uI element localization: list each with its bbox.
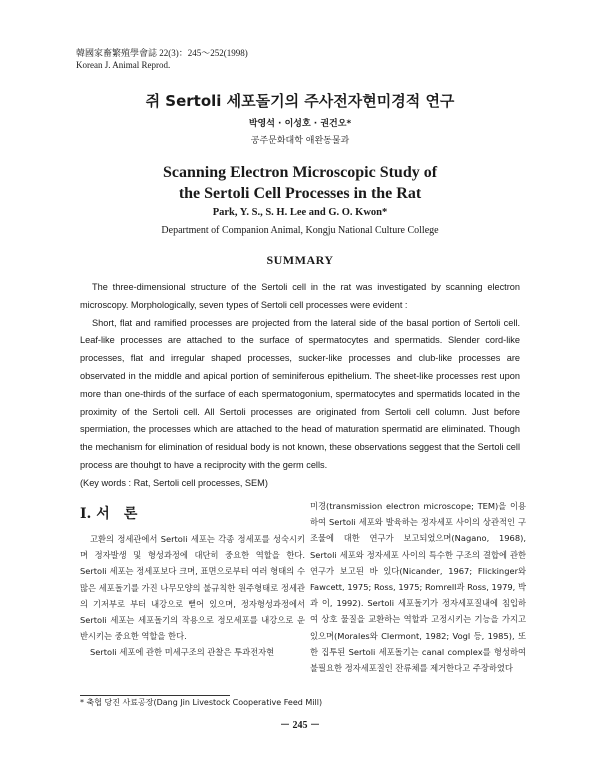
intro-paragraph-continued: 미경(transmission electron microscope; TEM)을 이용하여 Sertoli 세포와 발육하는 정자세포 사이의 상관적인 구조물에 대한 연구가 보고되었으며(Nagano, 1968), Sertoli 세포와 정자세포 사이의 특수한 구조의 결합에 관한 연구가 보고된 바 있다(Nicander, 1967; Flickinger와 Fawcett, 1975; Ross, 1975; Romrell과 Ross, 1979, 박과 이, 1992). Sertoli 세포돌기가 정자세포질내에 침입하여 상호 물질을 교환하는 역할과 고정시키는 기능을 가지고 있으며(Morales와 Clermont, 1982; Vogl 등, 1985), 또한 집투된 Sertoli 세포돌기는 canal complex를 형성하여 불필요한 정자세포질인 잔류체를 제거한다고 주장하였다 — [310, 501, 526, 674]
authors-korean: 박영석 · 이성호 · 권건오* — [248, 119, 352, 129]
abstract-paragraph-2: Short, flat and ramified processes are projected from the lateral side of the basal portion of Sertoli cell. Leaf-like processes are attached to the surface of spermatocytes and spermatids. Slender cord-like processes, flat and irregular shaped processes, sucker-like processes and club-like processes are observated in the middle and apical portion of seminiferous epithelium. The sheet-like processes rest upon more than one-thirds of the surface of each spermatogonium, spermatocytes and spermatids located in the proximity of the Sertoli cell. All Sertoli processes are originated from Sertoli cell column. Just before spermiation, the processes which are attached to the head of maturation spermatid are eliminated. Though the mechanism for elimination of residual body is not known, these observations seggest that the Sertoli cell process are thouhgt to have a reciprocity with the germ cells. — [80, 317, 520, 470]
summary-heading: SUMMARY — [266, 253, 334, 267]
affiliation-english: Department of Companion Animal, Kongju National Culture College — [161, 225, 439, 236]
right-column — [310, 498, 526, 676]
keywords: (Key words : Rat, Sertoli cell processes, SEM) — [80, 477, 268, 488]
footnote: * 축협 당진 사료공장(Dang Jin Livestock Cooperative Feed Mill) — [80, 698, 323, 707]
abstract-body — [80, 279, 520, 493]
intro-paragraph-2: Sertoli 세포에 관한 미세구조의 관찰은 투과전자현 — [90, 647, 275, 658]
left-column — [80, 503, 305, 661]
affiliation-korean: 공주문화대학 애완동물과 — [250, 136, 350, 146]
page-number: － 245 － — [280, 720, 320, 731]
journal-citation-en: Korean J. Animal Reprod. — [76, 60, 171, 70]
footnote-divider — [80, 695, 230, 696]
authors-english: Park, Y. S., S. H. Lee and G. O. Kwon* — [212, 207, 388, 218]
paper-title-korean: 쥐 Sertoli 세포돌기의 주사전자현미경적 연구 — [145, 92, 455, 110]
paper-title-english-line1: Scanning Electron Microscopic Study of — [162, 164, 438, 181]
paper-title-english — [0, 162, 600, 204]
paper-title-english-line2: the Sertoli Cell Processes in the Rat — [178, 185, 422, 202]
journal-citation-ko: 韓國家畜繁殖學會誌 22(3)：245～252(1998) — [76, 48, 248, 58]
intro-paragraph-1: 고환의 정세관에서 Sertoli 세포는 각종 정세포를 성숙시키며 정자발생 및 형성과정에 대단히 중요한 역할을 한다. Sertoli 세포는 정세포보다 크며, 표면으로부터 여러 형태의 수많은 세포돌기를 가진 나무모양의 불규칙한 원주형태로 정세관의 기저부로 부터 내강으로 뻗어 있으며, 정자형성과정에서 Sertoli 세포는 세포돌기의 작용으로 정모세포를 내강으로 운반시키는 중요한 역할을 한다. — [80, 534, 305, 642]
abstract-paragraph-1: The three-dimensional structure of the Sertoli cell in the rat was investigated by scanning electron microscopy. Morphologically, seven types of Sertoli cell processes were evident : — [80, 282, 520, 310]
section-heading-introduction: I. 서 론 — [80, 506, 138, 522]
